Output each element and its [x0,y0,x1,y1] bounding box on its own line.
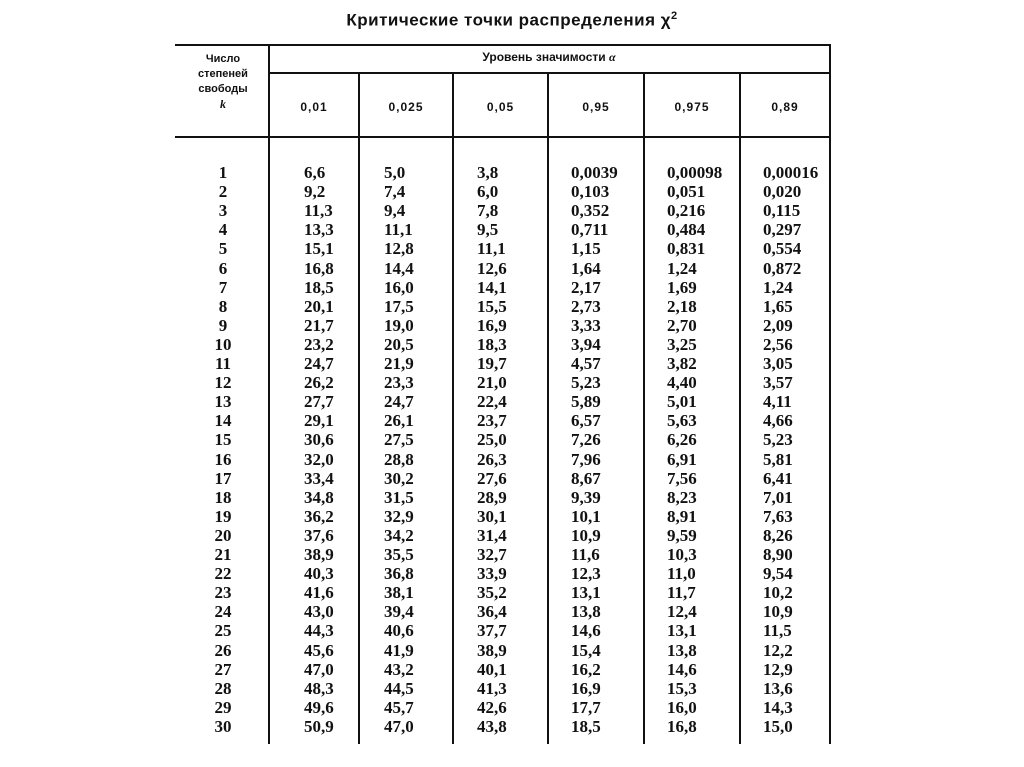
row-k-value: 17 [214,468,232,488]
table-cell: 0,872 [763,258,802,278]
table-cell: 3,05 [763,354,793,373]
table-cell: 32,0 [304,449,334,469]
table-cell: 6,6 [304,163,326,182]
table-cell: 12,9 [763,659,793,679]
table-cell: 0,711 [571,220,609,240]
table-cell: 30,6 [304,430,334,450]
row-k-value: 12 [214,373,232,393]
row-k-value: 29 [214,697,232,717]
table-cell: 16,0 [384,277,414,297]
table-cell: 40,1 [477,659,507,679]
row-k-value: 8 [218,296,228,316]
table-cell: 14,6 [667,659,697,679]
column-header-1: 0,01 [300,100,328,114]
table-cell: 10,1 [571,506,601,526]
table-cell: 11,1 [384,220,413,240]
table-cell: 34,8 [304,487,334,507]
table-cell: 0,103 [571,182,610,202]
table-cell: 23,7 [477,411,507,431]
row-k-value: 2 [218,182,228,202]
table-cell: 5,89 [571,392,601,412]
row-k-value: 4 [218,220,228,240]
column-header-2: 0,025 [388,100,424,114]
table-cell: 9,39 [571,487,601,507]
table-cell: 14,1 [477,277,507,297]
table-cell: 13,1 [571,583,601,603]
table-cell: 11,1 [477,239,506,259]
table-cell: 8,90 [763,545,793,564]
table-cell: 7,8 [477,201,499,221]
table-cell: 8,91 [667,506,697,526]
table-cell: 20,5 [384,334,414,354]
table-cell: 3,94 [571,334,601,354]
table-cell: 11,0 [667,564,696,584]
table-cell: 0,051 [667,182,706,202]
table-cell: 11,6 [571,545,600,564]
level-header [270,50,828,65]
row-k-value: 26 [214,640,232,660]
table-cell: 37,7 [477,621,507,641]
table-cell: 7,56 [667,468,697,488]
table-cell: 42,6 [477,697,507,717]
table-cell: 20,1 [304,296,334,316]
row-k-value: 6 [218,258,228,278]
table-cell: 10,9 [763,602,793,622]
table-cell: 22,4 [477,392,507,412]
table-cell: 3,25 [667,334,697,354]
table-right-rule [829,44,831,744]
table-cell: 36,2 [304,506,334,526]
table-cell: 47,0 [384,716,414,736]
table-cell: 6,91 [667,449,697,469]
table-cell: 41,9 [384,640,414,660]
row-k-value: 3 [218,201,228,221]
level-header-symbol: α [608,50,616,64]
table-cell: 41,6 [304,583,334,603]
row-k-value: 7 [218,277,228,297]
table-cell: 36,4 [477,602,507,622]
row-k-value: 16 [214,449,232,469]
column-header-5: 0,975 [674,100,710,114]
row-k-value: 5 [218,239,228,259]
table-cell: 13,8 [571,602,601,622]
table-cell: 41,3 [477,678,507,698]
table-cell: 3,8 [477,163,499,182]
row-k-value: 21 [214,545,232,564]
table-cell: 21,7 [304,315,334,335]
col-divider-4 [643,74,645,744]
table-cell: 36,8 [384,564,414,584]
stub-divider [268,44,270,744]
table-cell: 27,7 [304,392,334,412]
table-cell: 0,00098 [667,163,723,182]
table-cell: 37,6 [304,525,334,545]
table-top-rule [175,44,831,46]
table-cell: 11,5 [763,621,792,641]
table-cell: 10,2 [763,583,793,603]
table-cell: 14,3 [763,697,793,717]
table-cell: 16,8 [667,716,697,736]
table-cell: 14,4 [384,258,414,278]
table-cell: 26,1 [384,411,414,431]
table-cell: 33,4 [304,468,334,488]
row-k-value: 28 [214,678,232,698]
table-cell: 7,96 [571,449,601,469]
table-cell: 9,2 [304,182,326,202]
table-cell: 5,23 [763,430,793,450]
table-cell: 0,020 [763,182,802,202]
table-cell: 15,3 [667,678,697,698]
row-k-value: 19 [214,506,232,526]
table-cell: 5,63 [667,411,697,431]
table-cell: 9,54 [763,564,793,584]
table-cell: 16,9 [477,315,507,335]
table-cell: 7,01 [763,487,793,507]
table-cell: 1,69 [667,277,697,297]
row-k-value: 30 [214,716,232,736]
table-cell: 1,65 [763,296,793,316]
table-cell: 9,5 [477,220,499,240]
row-k-value: 22 [214,564,232,584]
table-cell: 0,297 [763,220,802,240]
title-text: Критические точки распределения χ [346,10,671,30]
table-cell: 27,5 [384,430,414,450]
table-cell: 3,57 [763,373,793,393]
table-cell: 11,7 [667,583,696,603]
table-cell: 47,0 [304,659,334,679]
table-cell: 2,18 [667,296,697,316]
table-cell: 1,15 [571,239,601,259]
table-cell: 23,2 [304,334,334,354]
table-cell: 0,554 [763,239,802,259]
table-cell: 2,09 [763,315,793,335]
table-cell: 16,8 [304,258,334,278]
table-cell: 2,17 [571,277,601,297]
table-cell: 10,3 [667,545,697,564]
row-k-value: 9 [218,315,228,335]
table-cell: 40,6 [384,621,414,641]
table-cell: 29,1 [304,411,334,431]
table-cell: 1,64 [571,258,601,278]
row-k-value: 15 [214,430,232,450]
table-cell: 30,2 [384,468,414,488]
table-cell: 4,57 [571,354,601,373]
stub-header-line-3: свободы [198,83,248,95]
table-cell: 17,7 [571,697,601,717]
table-cell: 2,56 [763,334,793,354]
row-k-value: 14 [214,411,232,431]
row-k-value: 11 [214,354,232,373]
table-cell: 12,2 [763,640,793,660]
table-cell: 4,40 [667,373,697,393]
table-cell: 10,9 [571,525,601,545]
table-cell: 0,00016 [763,163,819,182]
table-cell: 34,2 [384,525,414,545]
table-cell: 32,7 [477,545,507,564]
table-cell: 16,9 [571,678,601,698]
table-cell: 40,3 [304,564,334,584]
table-cell: 21,9 [384,354,414,373]
table-cell: 7,26 [571,430,601,450]
table-cell: 15,0 [763,716,793,736]
table-cell: 28,9 [477,487,507,507]
table-cell: 31,5 [384,487,414,507]
table-cell: 19,7 [477,354,507,373]
table-cell: 18,5 [571,716,601,736]
table-cell: 3,33 [571,315,601,335]
table-cell: 14,6 [571,621,601,641]
table-cell: 8,26 [763,525,793,545]
table-cell: 0,484 [667,220,706,240]
table-cell: 45,6 [304,640,334,660]
table-cell: 26,3 [477,449,507,469]
row-k-value: 13 [214,392,232,412]
table-cell: 15,5 [477,296,507,316]
table-cell: 12,6 [477,258,507,278]
table-cell: 43,2 [384,659,414,679]
col-divider-1 [358,74,360,744]
header-bottom-rule [175,136,831,138]
table-cell: 35,2 [477,583,507,603]
table-cell: 21,0 [477,373,507,393]
title-superscript: 2 [671,10,678,22]
table-cell: 39,4 [384,602,414,622]
table-cell: 12,8 [384,239,414,259]
stub-header-line-1: Число [205,53,241,65]
row-k-value: 20 [214,525,232,545]
table-cell: 5,0 [384,163,406,182]
table-cell: 6,41 [763,468,793,488]
table-cell: 35,5 [384,545,414,564]
col-divider-3 [547,74,549,744]
column-header-4: 0,95 [582,100,610,114]
table-cell: 8,23 [667,487,697,507]
level-header-text: Уровень значимости [482,50,606,64]
table-cell: 1,24 [667,258,697,278]
col-divider-5 [739,74,741,744]
table-cell: 19,0 [384,315,414,335]
table-cell: 24,7 [304,354,334,373]
table-cell: 38,9 [304,545,334,564]
table-cell: 17,5 [384,296,414,316]
table-cell: 31,4 [477,525,507,545]
table-cell: 44,5 [384,678,414,698]
table-cell: 13,6 [763,678,793,698]
table-cell: 11,3 [304,201,333,221]
table-cell: 27,6 [477,468,507,488]
table-cell: 33,9 [477,564,507,584]
table-cell: 45,7 [384,697,414,717]
table-cell: 5,01 [667,392,697,412]
table-cell: 2,70 [667,315,697,335]
table-cell: 8,67 [571,468,601,488]
column-header-3: 0,05 [486,100,515,114]
table-cell: 13,1 [667,621,697,641]
row-k-value: 27 [214,659,232,679]
table-cell: 4,66 [763,411,793,431]
table-cell: 12,4 [667,602,697,622]
table-cell: 9,4 [384,201,406,221]
table-cell: 6,0 [477,182,499,202]
table-cell: 18,5 [304,277,334,297]
table-cell: 13,3 [304,220,334,240]
level-underline [270,72,831,74]
table-cell: 23,3 [384,373,414,393]
stub-header [178,52,268,112]
row-k-value: 18 [214,487,232,507]
table-cell: 0,352 [571,201,610,221]
table-cell: 38,1 [384,583,414,603]
row-k-value: 24 [214,602,232,622]
row-k-value: 25 [214,621,232,641]
table-cell: 26,2 [304,373,334,393]
table-cell: 5,81 [763,449,793,469]
table-cell: 5,23 [571,373,601,393]
page-title [0,10,1024,31]
table-cell: 6,57 [571,411,601,431]
stub-header-line-2: степеней [198,68,248,80]
table-cell: 48,3 [304,678,334,698]
table-cell: 25,0 [477,430,507,450]
table-cell: 38,9 [477,640,507,660]
table-cell: 4,11 [763,392,792,412]
table-cell: 18,3 [477,334,507,354]
table-cell: 43,0 [304,602,334,622]
table-cell: 50,9 [304,716,334,736]
table-cell: 9,59 [667,525,697,545]
table-cell: 13,8 [667,640,697,660]
table-cell: 0,0039 [571,163,618,182]
table-cell: 6,26 [667,430,697,450]
table-cell: 0,115 [763,201,801,221]
table-cell: 49,6 [304,697,334,717]
table-cell: 44,3 [304,621,334,641]
table-cell: 43,8 [477,716,507,736]
table-cell: 15,4 [571,640,601,660]
row-k-value: 1 [218,163,228,182]
table-cell: 2,73 [571,296,601,316]
table-cell: 28,8 [384,449,414,469]
col-divider-2 [452,74,454,744]
table-cell: 30,1 [477,506,507,526]
table-cell: 15,1 [304,239,334,259]
table-cell: 7,63 [763,506,793,526]
row-k-value: 23 [214,583,232,603]
row-k-value: 10 [214,334,232,354]
table-cell: 7,4 [384,182,406,202]
table-cell: 1,24 [763,277,793,297]
table-cell: 12,3 [571,564,601,584]
stub-header-symbol: k [220,97,226,111]
column-header-6: 0,89 [771,100,799,114]
table-cell: 3,82 [667,354,697,373]
table-cell: 0,216 [667,201,706,221]
table-cell: 16,2 [571,659,601,679]
table-cell: 24,7 [384,392,414,412]
table-cell: 0,831 [667,239,706,259]
table-cell: 16,0 [667,697,697,717]
table-cell: 32,9 [384,506,414,526]
